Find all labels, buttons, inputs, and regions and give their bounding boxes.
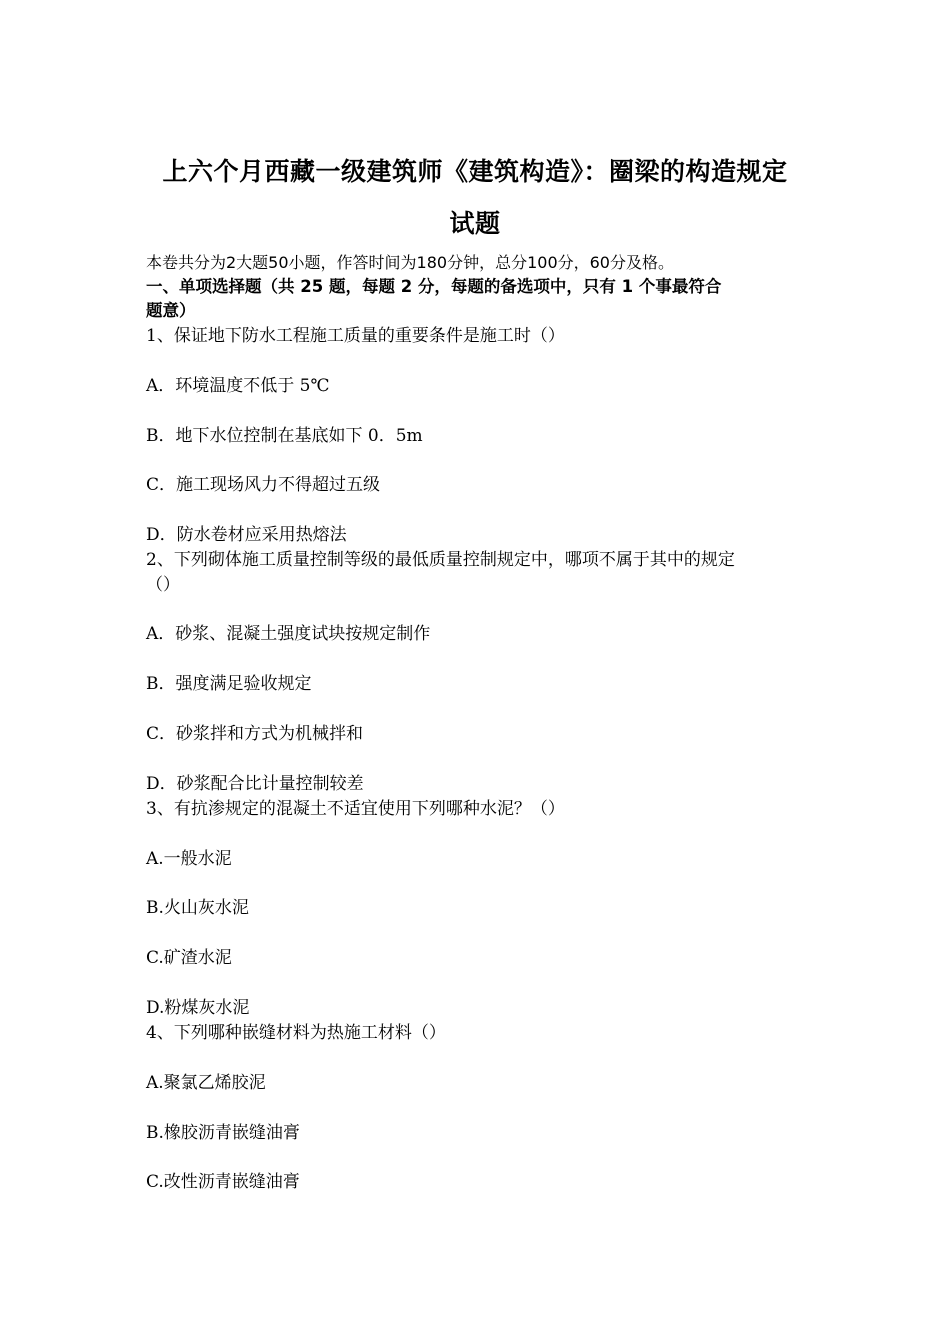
question-1-stem: 1、保证地下防水工程施工质量的重要条件是施工时（） (146, 326, 565, 346)
question-3-option-d: D.粉煤灰水泥 (146, 998, 250, 1018)
question-4-option-c: C.改性沥青嵌缝油膏 (146, 1172, 300, 1192)
question-2-option-a: A．砂浆、混凝土强度试块按规定制作 (146, 624, 431, 644)
document-title-line-1: 上六个月西藏一级建筑师《建筑构造》：圈梁的构造规定 (162, 157, 788, 186)
question-1-option-b: B．地下水位控制在基底如下 0．5m (146, 426, 423, 446)
question-2-stem-line-2: （） (146, 575, 180, 595)
question-3-option-a: A.一般水泥 (146, 849, 232, 869)
section-heading-line-2: 题意） (146, 301, 196, 320)
question-2-option-b: B．强度满足验收规定 (146, 674, 312, 694)
question-1-option-c: C．施工现场风力不得超过五级 (146, 475, 381, 495)
question-2-option-d: D．砂浆配合比计量控制较差 (146, 774, 364, 794)
question-3-option-b: B.火山灰水泥 (146, 898, 249, 918)
document-title-line-2: 试题 (449, 209, 501, 238)
section-heading-line-1: 一、单项选择题（共 25 题，每题 2 分，每题的备选项中，只有 1 个事最符合 (146, 277, 722, 296)
exam-intro: 本卷共分为2大题50小题，作答时间为180分钟，总分100分，60分及格。 (146, 253, 674, 272)
question-2-option-c: C．砂浆拌和方式为机械拌和 (146, 724, 364, 744)
question-4-option-a: A.聚氯乙烯胶泥 (146, 1073, 266, 1093)
question-3-stem: 3、有抗渗规定的混凝土不适宜使用下列哪种水泥？（） (146, 799, 565, 819)
question-4-stem: 4、下列哪种嵌缝材料为热施工材料（） (146, 1023, 446, 1043)
question-1-option-a: A．环境温度不低于 5℃ (146, 376, 330, 396)
question-1-option-d: D．防水卷材应采用热熔法 (146, 525, 347, 545)
question-2-stem-line-1: 2、下列砌体施工质量控制等级的最低质量控制规定中，哪项不属于其中的规定 (146, 550, 735, 570)
question-3-option-c: C.矿渣水泥 (146, 948, 232, 968)
question-4-option-b: B.橡胶沥青嵌缝油膏 (146, 1123, 300, 1143)
